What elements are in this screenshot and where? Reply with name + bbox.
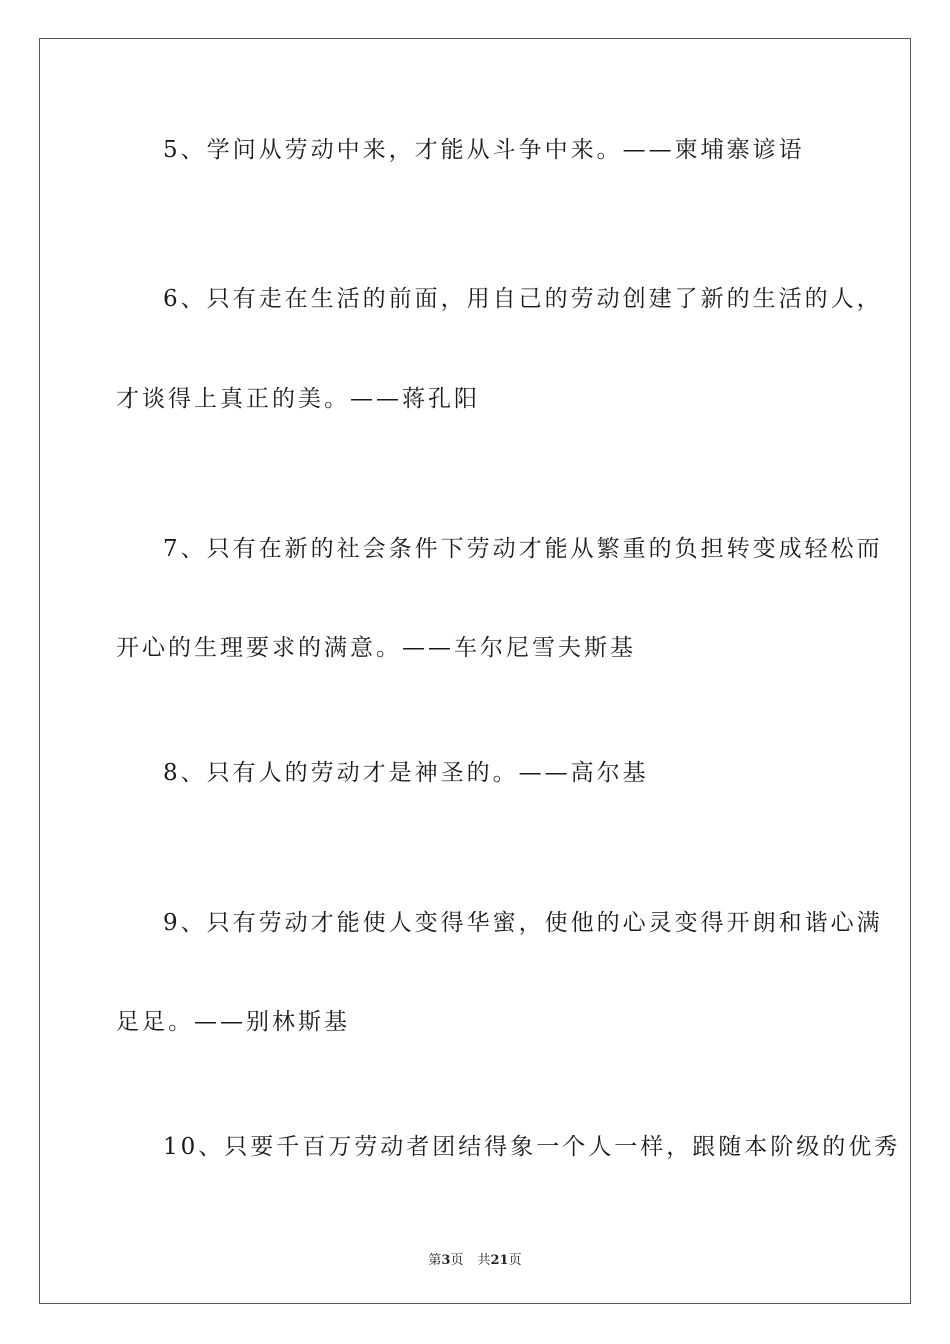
total-suffix: 页 bbox=[508, 1253, 522, 1268]
page-prefix: 第 bbox=[428, 1253, 442, 1268]
page-suffix: 页 bbox=[450, 1253, 464, 1268]
paragraph-line: 6、只有走在生活的前面，用自己的劳动创建了新的生活的人， bbox=[163, 286, 883, 312]
paragraph-line: 9、只有劳动才能使人变得华蜜，使他的心灵变得开朗和谐心满 bbox=[163, 910, 883, 936]
total-prefix: 共 bbox=[477, 1253, 491, 1268]
total-pages: 21 bbox=[490, 1253, 509, 1268]
paragraph-line: 10、只要千百万劳动者团结得象一个人一样，跟随本阶级的优秀 bbox=[163, 1134, 901, 1160]
paragraph-line: 才谈得上真正的美。——蒋孔阳 bbox=[116, 386, 480, 412]
page-footer bbox=[40, 1249, 910, 1268]
paragraph-line: 开心的生理要求的满意。——车尔尼雪夫斯基 bbox=[116, 635, 636, 661]
paragraph-line: 8、只有人的劳动才是神圣的。——高尔基 bbox=[163, 760, 649, 786]
page-number: 3 bbox=[441, 1253, 451, 1268]
paragraph-line: 7、只有在新的社会条件下劳动才能从繁重的负担转变成轻松而 bbox=[163, 536, 883, 562]
paragraph-line: 足足。——别林斯基 bbox=[116, 1009, 350, 1035]
paragraph-line: 5、学问从劳动中来，才能从斗争中来。——柬埔寨谚语 bbox=[163, 137, 805, 163]
page-frame bbox=[39, 38, 911, 1304]
